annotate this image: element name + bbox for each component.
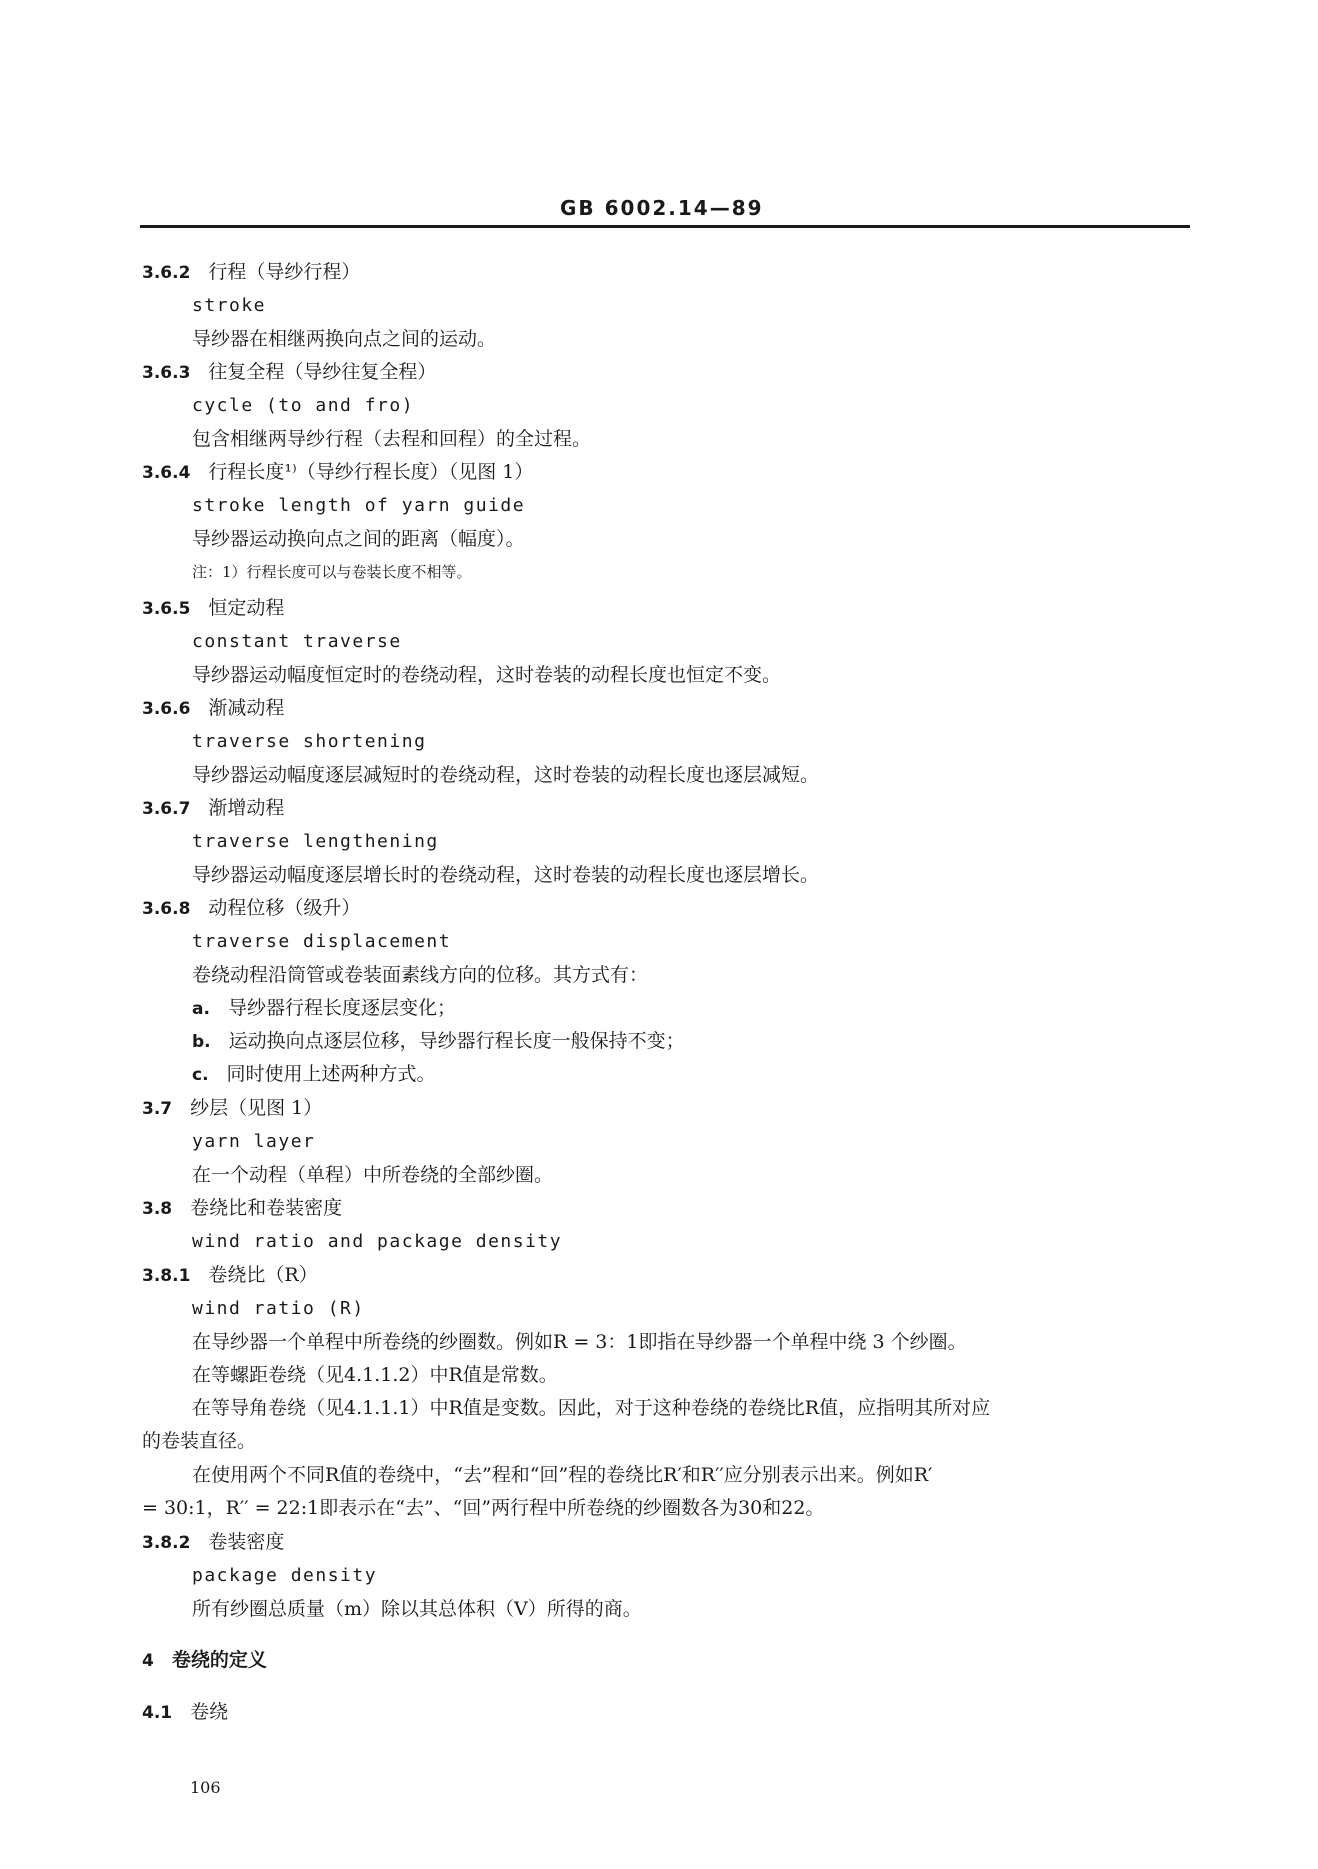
definition: 在导纱器一个单程中所卷绕的纱圈数。例如R = 3：1即指在导纱器一个单程中绕 3 个纱圈。 — [192, 1331, 967, 1353]
definition: 导纱器运动幅度逐层减短时的卷绕动程，这时卷装的动程长度也逐层减短。 — [192, 764, 820, 786]
english-term: package density — [192, 1565, 378, 1586]
clause-title: 卷绕比和卷装密度 — [190, 1197, 343, 1219]
clause-title: 卷绕比（R） — [208, 1264, 318, 1286]
english-term: wind ratio and package density — [192, 1231, 563, 1252]
paragraph: 在等导角卷绕（见4.1.1.1）中R值是变数。因此，对于这种卷绕的卷绕比R值，应指明其所对应 — [192, 1397, 991, 1419]
section-heading-4 — [142, 1648, 267, 1673]
paragraph: 在等螺距卷绕（见4.1.1.2）中R值是常数。 — [192, 1364, 558, 1386]
clause-title: 纱层（见图 1） — [190, 1097, 323, 1119]
english-term: stroke — [192, 295, 267, 316]
clause-title: 恒定动程 — [208, 597, 285, 619]
heading-3-6-6 — [142, 696, 284, 721]
list-text: 导纱器行程长度逐层变化； — [227, 997, 456, 1019]
clause-number: 3.8 — [142, 1199, 173, 1219]
heading-3-6-3 — [142, 360, 436, 385]
clause-number: 3.6.8 — [142, 899, 191, 919]
heading-3-6-8 — [142, 896, 360, 921]
definition: 导纱器运动换向点之间的距离（幅度）。 — [192, 528, 525, 550]
clause-number: 3.7 — [142, 1099, 173, 1119]
clause-title: 渐增动程 — [208, 797, 285, 819]
english-term: traverse shortening — [192, 731, 427, 752]
clause-number: 3.6.2 — [142, 263, 191, 283]
clause-number: 3.6.6 — [142, 699, 191, 719]
heading-3-6-4 — [142, 460, 533, 485]
section-number: 4 — [142, 1651, 154, 1671]
note: 注：1）行程长度可以与卷装长度不相等。 — [192, 563, 472, 581]
clause-number: 3.6.5 — [142, 599, 191, 619]
definition: 卷绕动程沿筒管或卷装面素线方向的位移。其方式有： — [192, 964, 649, 986]
paragraph-continuation: 的卷装直径。 — [142, 1430, 257, 1452]
english-term: constant traverse — [192, 631, 402, 652]
heading-3-7 — [142, 1096, 322, 1121]
list-item — [192, 996, 456, 1021]
clause-title: 卷装密度 — [208, 1531, 285, 1553]
section-title: 卷绕的定义 — [171, 1649, 267, 1671]
list-item — [192, 1029, 685, 1054]
document-header: GB 6002.14—89 — [560, 196, 764, 220]
heading-4-1 — [142, 1700, 228, 1725]
definition: 包含相继两导纱行程（去程和回程）的全过程。 — [192, 428, 592, 450]
clause-title: 行程（导纱行程） — [208, 261, 361, 283]
list-marker: c. — [192, 1065, 209, 1085]
paragraph-continuation: = 30:1，R′′ = 22:1即表示在“去”、“回”两行程中所卷绕的纱圈数各为30和22。 — [142, 1497, 825, 1519]
clause-title: 卷绕 — [190, 1701, 229, 1723]
clause-title: 渐减动程 — [208, 697, 285, 719]
list-marker: a. — [192, 999, 210, 1019]
header-rule — [140, 225, 1190, 228]
heading-3-8-2 — [142, 1530, 284, 1555]
english-term: cycle (to and fro) — [192, 395, 415, 416]
list-marker: b. — [192, 1032, 211, 1052]
clause-number: 3.8.2 — [142, 1533, 191, 1553]
clause-title: 行程长度¹⁾（导纱行程长度）（见图 1） — [208, 461, 534, 483]
clause-number: 3.6.3 — [142, 363, 191, 383]
list-text: 运动换向点逐层位移，导纱器行程长度一般保持不变； — [228, 1030, 685, 1052]
list-item — [192, 1062, 436, 1087]
page-number: 106 — [190, 1778, 221, 1797]
clause-number: 3.8.1 — [142, 1266, 191, 1286]
list-text: 同时使用上述两种方式。 — [226, 1063, 436, 1085]
english-term: stroke length of yarn guide — [192, 495, 526, 516]
heading-3-6-5 — [142, 596, 284, 621]
heading-3-8-1 — [142, 1263, 318, 1288]
english-term: traverse lengthening — [192, 831, 439, 852]
definition: 所有纱圈总质量（m）除以其总体积（V）所得的商。 — [192, 1598, 642, 1620]
definition: 导纱器在相继两换向点之间的运动。 — [192, 328, 497, 350]
heading-3-6-2 — [142, 260, 360, 285]
english-term: wind ratio (R) — [192, 1298, 365, 1319]
clause-number: 3.6.7 — [142, 799, 191, 819]
clause-number: 3.6.4 — [142, 463, 191, 483]
clause-title: 往复全程（导纱往复全程） — [208, 361, 437, 383]
heading-3-8 — [142, 1196, 342, 1221]
heading-3-6-7 — [142, 796, 284, 821]
definition: 导纱器运动幅度恒定时的卷绕动程，这时卷装的动程长度也恒定不变。 — [192, 664, 782, 686]
clause-number: 4.1 — [142, 1703, 173, 1723]
clause-title: 动程位移（级升） — [208, 897, 361, 919]
definition: 在一个动程（单程）中所卷绕的全部纱圈。 — [192, 1164, 554, 1186]
english-term: traverse displacement — [192, 931, 452, 952]
english-term: yarn layer — [192, 1131, 316, 1152]
definition: 导纱器运动幅度逐层增长时的卷绕动程，这时卷装的动程长度也逐层增长。 — [192, 864, 820, 886]
paragraph: 在使用两个不同R值的卷绕中，“去”程和“回”程的卷绕比R′和R′′应分别表示出来。例如R′ — [192, 1464, 933, 1486]
